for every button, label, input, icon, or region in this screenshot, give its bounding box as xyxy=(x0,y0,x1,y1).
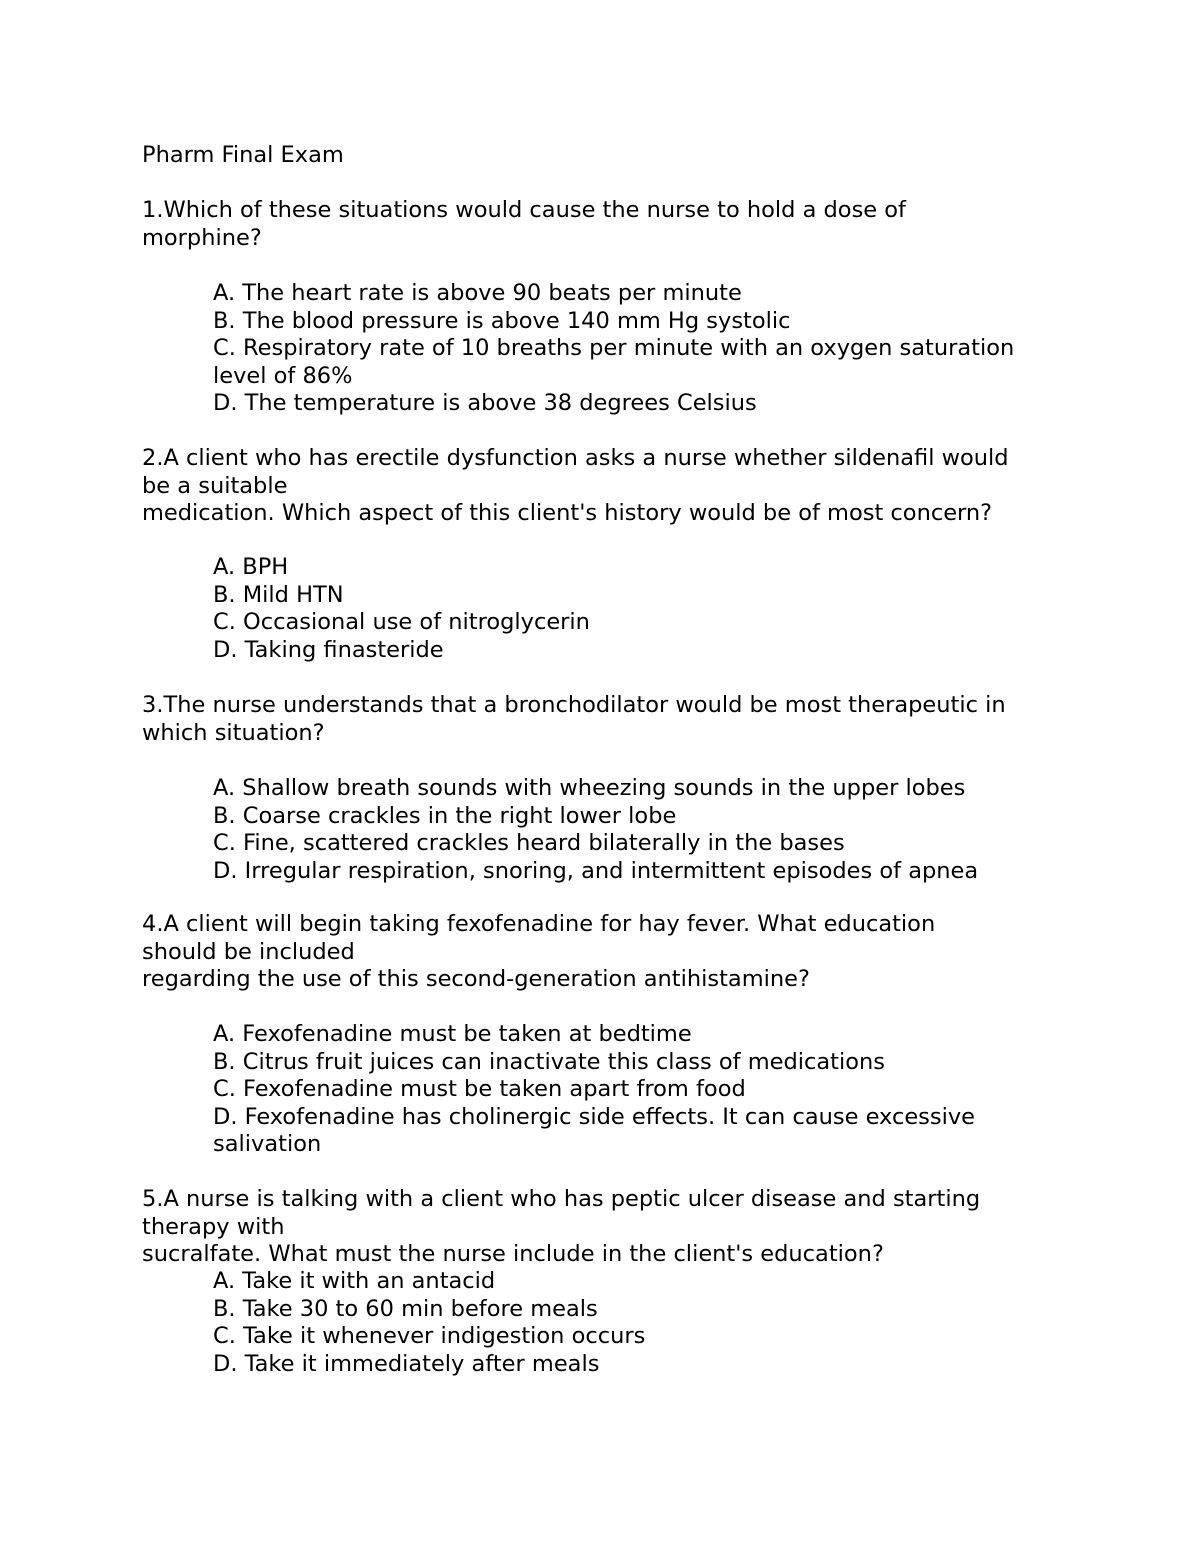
answer-option xyxy=(213,390,1073,418)
question-2 xyxy=(142,445,1072,528)
answer-option xyxy=(213,1049,1073,1077)
question-5 xyxy=(142,1186,1072,1269)
answer-option-text: C. Fexofenadine must be taken apart from food xyxy=(213,1076,746,1103)
answer-option xyxy=(213,775,1073,803)
question-text-line: 3.The nurse understands that a bronchodilator would be most therapeutic in xyxy=(142,692,1006,718)
answer-option xyxy=(213,1076,1073,1104)
answer-option-text: B. The blood pressure is above 140 mm Hg systolic xyxy=(213,307,791,334)
answer-option-text: salivation xyxy=(213,1131,322,1158)
answer-option xyxy=(213,637,1073,665)
answer-option xyxy=(213,1104,1073,1159)
answer-option xyxy=(213,803,1073,831)
answer-option xyxy=(213,858,1073,886)
question-text-line: 4.A client will begin taking fexofenadine for hay fever. What education xyxy=(142,911,936,937)
answer-option xyxy=(213,830,1073,858)
question-text-line: therapy with xyxy=(142,1213,285,1240)
answer-option-text: C. Fine, scattered crackles heard bilaterally in the bases xyxy=(213,830,845,857)
answer-option-text: A. The heart rate is above 90 beats per minute xyxy=(213,280,742,306)
answer-option-text: D. The temperature is above 38 degrees Celsius xyxy=(213,390,757,417)
question-text-line: 2.A client who has erectile dysfunction asks a nurse whether sildenafil would xyxy=(142,445,1009,471)
question-text-line: 1.Which of these situations would cause the nurse to hold a dose of xyxy=(142,197,906,223)
answer-option-text: A. BPH xyxy=(213,554,289,580)
answer-option-text: C. Respiratory rate of 10 breaths per minute with an oxygen saturation xyxy=(213,335,1015,362)
answer-option-text: D. Taking finasteride xyxy=(213,636,444,663)
answer-option-text: B. Mild HTN xyxy=(213,581,344,608)
question-text-line: which situation? xyxy=(142,719,325,746)
answer-option xyxy=(213,280,1073,308)
answer-option-text: A. Shallow breath sounds with wheezing sounds in the upper lobes xyxy=(213,775,966,801)
answer-option-text: A. Fexofenadine must be taken at bedtime xyxy=(213,1021,692,1047)
question-text-line: be a suitable xyxy=(142,472,288,499)
question-3-options xyxy=(213,775,1073,885)
answer-option-text: B. Take 30 to 60 min before meals xyxy=(213,1295,598,1322)
question-text-line: regarding the use of this second-generation antihistamine? xyxy=(142,966,810,993)
question-1 xyxy=(142,197,1072,252)
document-title: Pharm Final Exam xyxy=(142,142,344,168)
answer-option xyxy=(213,1323,1073,1351)
answer-option-text: B. Coarse crackles in the right lower lobe xyxy=(213,802,677,829)
question-5-options xyxy=(213,1268,1073,1378)
answer-option-text: B. Citrus fruit juices can inactivate this class of medications xyxy=(213,1048,885,1075)
question-1-options xyxy=(213,280,1073,418)
answer-option-text: C. Take it whenever indigestion occurs xyxy=(213,1323,646,1350)
question-4-options xyxy=(213,1021,1073,1159)
question-text-line: sucralfate. What must the nurse include in the client's education? xyxy=(142,1241,884,1268)
answer-option-text: D. Fexofenadine has cholinergic side effects. It can cause excessive xyxy=(213,1103,976,1130)
answer-option xyxy=(213,308,1073,336)
answer-option xyxy=(213,1351,1073,1379)
answer-option-text: level of 86% xyxy=(213,362,353,389)
answer-option-text: D. Take it immediately after meals xyxy=(213,1350,600,1377)
answer-option xyxy=(213,335,1073,390)
question-2-options xyxy=(213,554,1073,664)
question-text-line: 5.A nurse is talking with a client who has peptic ulcer disease and starting xyxy=(142,1186,981,1212)
answer-option xyxy=(213,1021,1073,1049)
question-text-line: medication. Which aspect of this client's history would be of most concern? xyxy=(142,500,993,527)
answer-option xyxy=(213,554,1073,582)
answer-option xyxy=(213,582,1073,610)
answer-option-text: D. Irregular respiration, snoring, and intermittent episodes of apnea xyxy=(213,857,979,884)
question-3 xyxy=(142,692,1072,747)
answer-option xyxy=(213,1296,1073,1324)
answer-option-text: C. Occasional use of nitroglycerin xyxy=(213,609,590,636)
question-text-line: morphine? xyxy=(142,224,262,251)
answer-option-text: A. Take it with an antacid xyxy=(213,1268,496,1294)
answer-option xyxy=(213,609,1073,637)
question-text-line: should be included xyxy=(142,938,355,965)
question-4 xyxy=(142,911,1072,994)
answer-option xyxy=(213,1268,1073,1296)
